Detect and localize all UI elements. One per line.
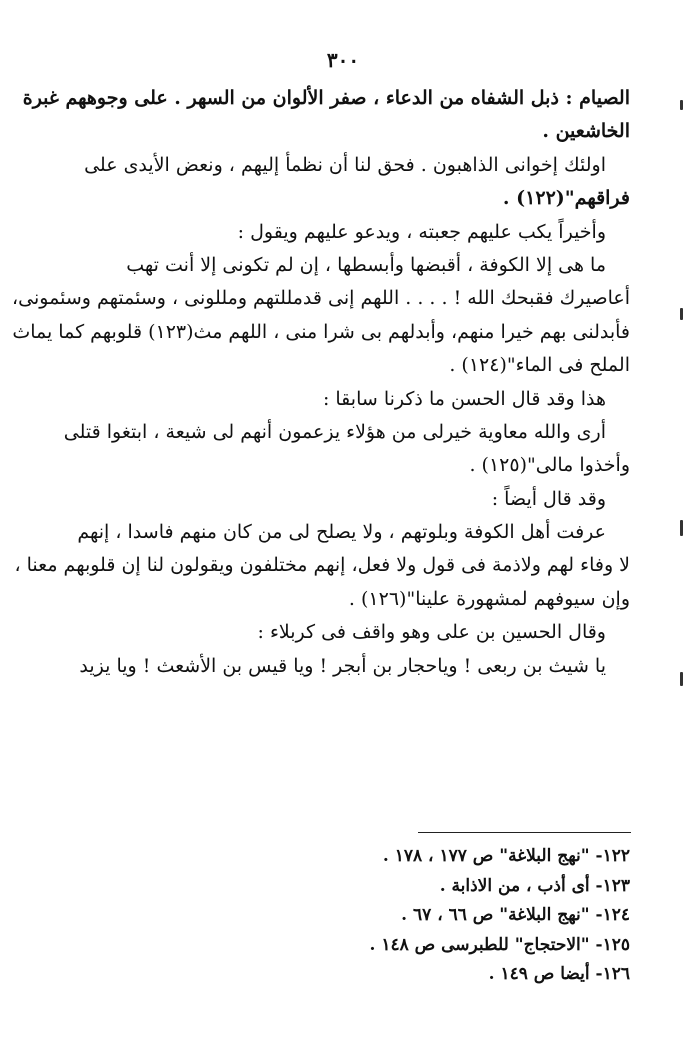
footnote: ١٢٥- "الاحتجاج" للطبرسى ص ١٤٨ . (369, 934, 630, 955)
text-line: وأخذوا مالى"(١٢٥) . (469, 454, 630, 477)
text-line: وأخيراً يكب عليهم جعبته ، ويدعو عليهم ويقول : (237, 220, 606, 243)
text-line: يا شيث بن ربعى ! وياحجار بن أبجر ! ويا قيس بن الأشعث ! ويا يزيد (79, 654, 606, 677)
body-text (12, 82, 630, 683)
text-line: لا وفاء لهم ولاذمة فى قول ولا فعل، إنهم مختلفون ويقولون لنا إن قلوبهم معنا ، (14, 554, 630, 577)
footnote: ١٢٢- "نهج البلاغة" ص ١٧٧ ، ١٧٨ . (382, 846, 630, 866)
page-number: ٣٠٠ (326, 48, 360, 72)
text-line: عرفت أهل الكوفة وبلوتهم ، ولا يصلح لى من كان منهم فاسدا ، إنهم (77, 521, 606, 544)
text-line: وقال الحسين بن على وهو واقف فى كربلاء : (257, 621, 606, 644)
text-line: أرى والله معاوية خيرلى من هؤلاء يزعمون أنهم لى شيعة ، ابتغوا قتلى (63, 420, 606, 443)
footnote: ١٢٣- أى أذب ، من الاذابة . (439, 875, 630, 896)
scan-edge-mark (680, 520, 683, 536)
footnote: ١٢٦- أيضا ص ١٤٩ . (488, 964, 630, 985)
scan-edge-mark (680, 100, 683, 110)
text-line: فأبدلنى بهم خيرا منهم، وأبدلهم بى شرا منى ، اللهم مث(١٢٣) قلوبهم كما يماث (12, 320, 630, 343)
text-line: الملح فى الماء"(١٢٤) . (449, 354, 630, 377)
text-line: اولئك إخوانى الذاهبون . فحق لنا أن نظمأ إليهم ، ونعض الأيدى على (84, 153, 606, 176)
footnotes (200, 842, 630, 990)
text-line: أعاصيرك فقبحك الله ! . . . . اللهم إنى قدمللتهم ومللونى ، وسئمتهم وسئمونى، (12, 287, 630, 310)
text-line: الصيام : ذبل الشفاه من الدعاء ، صفر الألوان من السهر . على وجوههم غبرة (22, 87, 630, 109)
text-line: فراقهم"(١٢٢) . (502, 187, 630, 210)
text-line: ما هى إلا الكوفة ، أقبضها وأبسطها ، إن لم تكونى إلا أنت تهب (126, 253, 606, 276)
scan-edge-mark (680, 672, 683, 686)
text-line: هذا وقد قال الحسن ما ذكرنا سابقا : (322, 387, 606, 410)
footnote: ١٢٤- "نهج البلاغة" ص ٦٦ ، ٦٧ . (401, 905, 630, 926)
text-line: وقد قال أيضاً : (491, 487, 606, 510)
scan-edge-mark (680, 308, 683, 320)
footnote-divider (418, 832, 631, 833)
text-line: الخاشعين . (542, 120, 630, 143)
text-line: وإن سيوفهم لمشهورة علينا"(١٢٦) . (348, 587, 630, 610)
